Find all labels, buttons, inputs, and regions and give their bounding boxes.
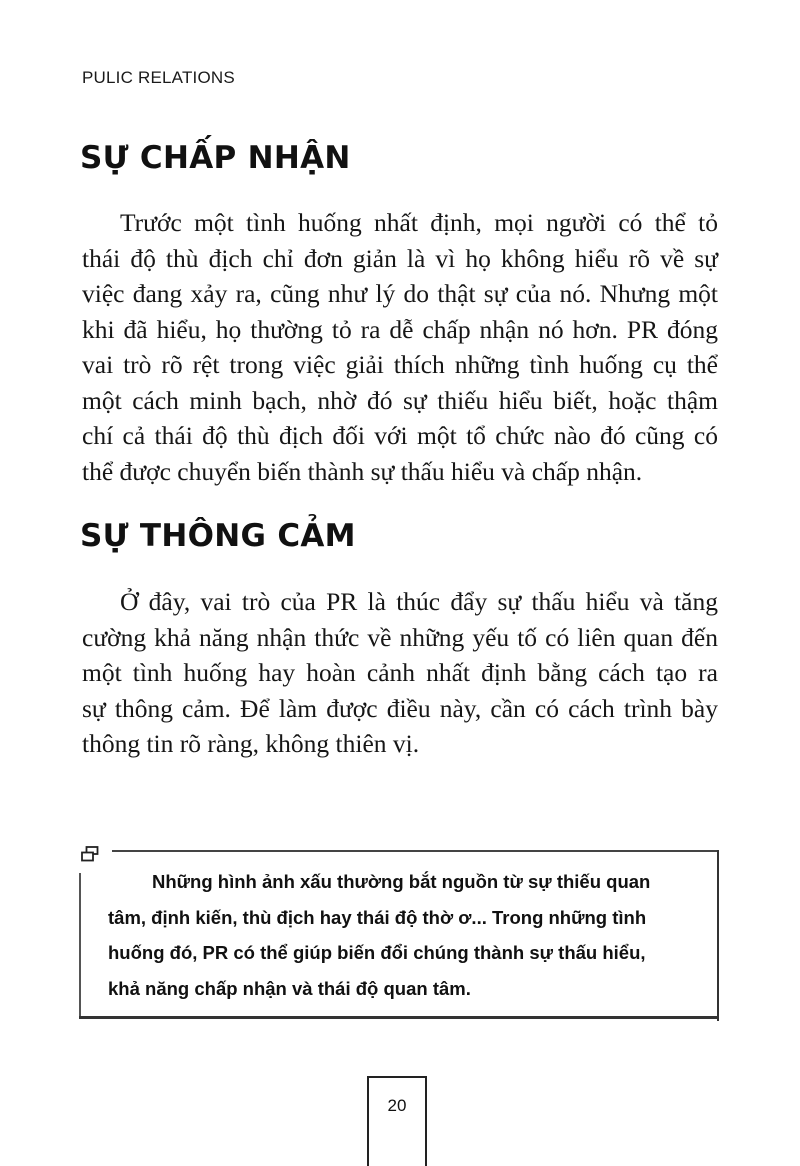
text-line: một tình huống hay hoàn cảnh nhất định bằng cách tạo ra [82,658,718,687]
paragraph-sympathy [82,584,718,762]
text-line: vai trò rõ rệt trong việc giải thích những tình huống cụ thể [82,350,718,379]
section-heading-acceptance: SỰ CHẤP NHẬN [80,140,351,176]
text-line: sự thông cảm. Để làm được điều này, cần có cách trình bày [82,693,718,723]
box-border-bottom [79,1016,719,1019]
note-line: tâm, định kiến, thù địch hay thái độ thờ ơ... Trong những tình [108,906,647,928]
note-text [108,864,698,1006]
note-windows-icon [81,846,99,862]
section-heading-sympathy: SỰ THÔNG CẢM [80,518,356,554]
box-border-top [112,850,719,852]
text-line: việc đang xảy ra, cũng như lý do thật sự của nó. Nhưng một [82,279,718,308]
page-number-box [367,1076,427,1166]
text-line: cường khả năng nhận thức về những yếu tố có liên quan đến [82,622,718,652]
page-number: 20 [387,1096,407,1115]
text-line: chí cả thái độ thù địch đối với một tổ chức nào đó cũng có [82,421,718,450]
text-line: thể được chuyển biến thành sự thấu hiểu và chấp nhận. [82,456,643,486]
text-line: khi đã hiểu, họ thường tỏ ra dễ chấp nhận nó hơn. PR đóng [82,314,718,344]
text-line: Trước một tình huống nhất định, mọi người có thể tỏ [120,208,718,237]
running-head: PULIC RELATIONS [82,68,235,87]
text-line: thái độ thù địch chỉ đơn giản là vì họ không hiểu rõ về sự [82,243,718,273]
box-border-left [79,873,81,1018]
text-line: một cách minh bạch, nhờ đó sự thiếu hiểu biết, hoặc thậm [82,385,718,415]
text-line: thông tin rõ ràng, không thiên vị. [82,729,420,758]
box-border-right [717,850,719,1021]
paragraph-acceptance [82,205,718,489]
note-line: Những hình ảnh xấu thường bắt nguồn từ sự thiếu quan [152,871,651,892]
text-line: Ở đây, vai trò của PR là thúc đẩy sự thấu hiểu và tăng [120,587,718,616]
note-line: khả năng chấp nhận và thái độ quan tâm. [108,977,471,999]
note-line: huống đó, PR có thể giúp biến đổi chúng thành sự thấu hiểu, [108,942,646,963]
